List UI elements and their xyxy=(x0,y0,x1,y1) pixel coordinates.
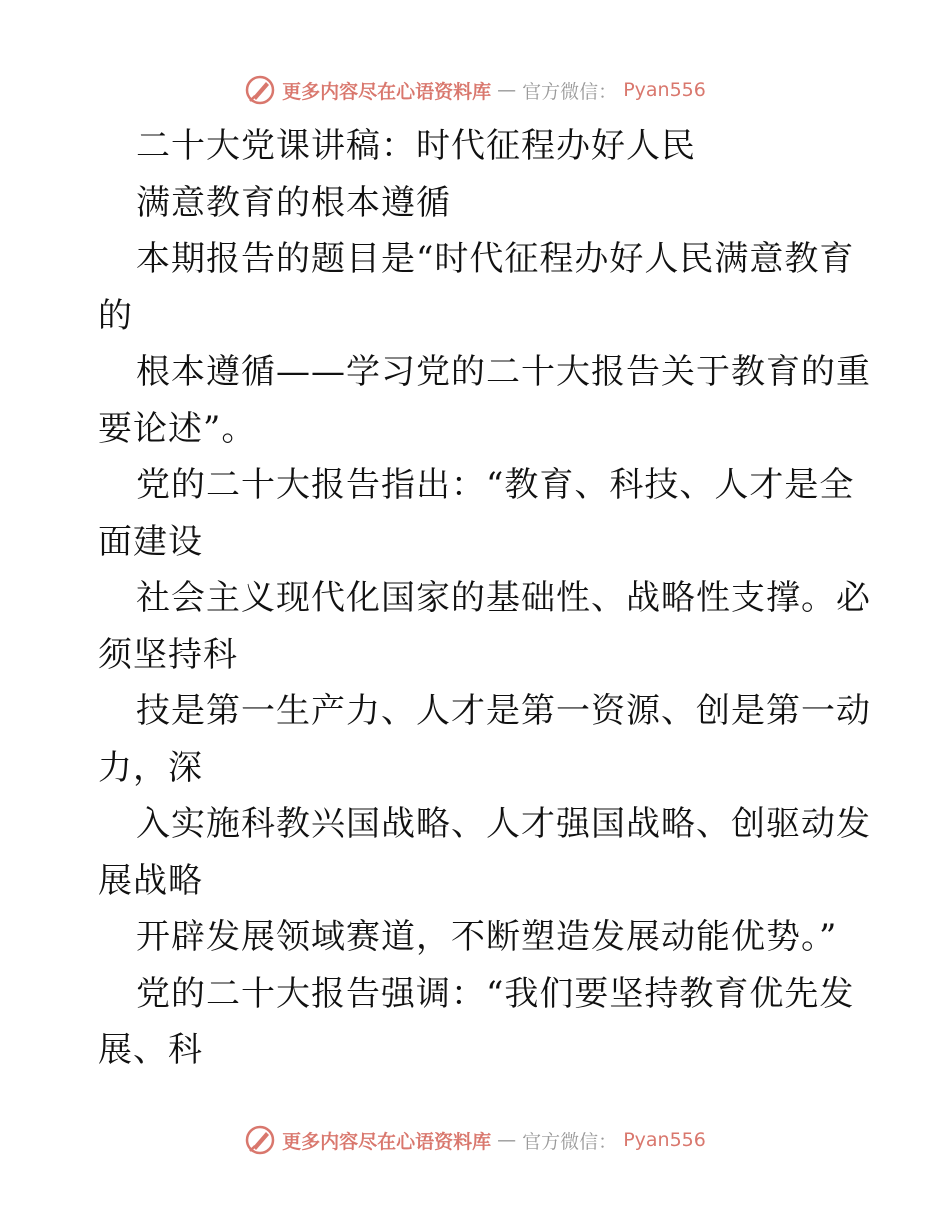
footer-watermark xyxy=(244,1124,706,1156)
body-line: 党的二十大报告指出：“教育、科技、人才是全 xyxy=(136,465,855,505)
body-line: 要论述”。 xyxy=(98,408,257,449)
body-line: 的 xyxy=(98,295,133,336)
body-line: 党的二十大报告强调：“我们要坚持教育优先发 xyxy=(136,973,855,1014)
header-watermark xyxy=(244,74,706,106)
body-line: 入实施科教兴国战略、人才强国战略、创驱动发 xyxy=(136,804,871,844)
header-brand-text: 更多内容尽在心语资料库 xyxy=(282,80,492,103)
body-line: 展、科 xyxy=(98,1030,203,1070)
body-line: 根本遵循——学习党的二十大报告关于教育的重 xyxy=(136,352,871,392)
body-line: 本期报告的题目是“时代征程办好人民满意教育 xyxy=(136,239,855,279)
footer-watermark-banner xyxy=(0,1120,950,1160)
header-contact-id: Pyan556 xyxy=(623,79,706,101)
footer-brand-text: 更多内容尽在心语资料库 xyxy=(282,1130,492,1153)
body-line: 面建设 xyxy=(98,521,203,562)
body-line: 二十大党课讲稿：时代征程办好人民 xyxy=(136,126,696,166)
body-line: 须坚持科 xyxy=(98,634,238,675)
footer-contact-id: Pyan556 xyxy=(623,1129,706,1151)
footer-contact-label: 官方微信： xyxy=(522,1130,618,1153)
body-line: 力，深 xyxy=(98,747,203,788)
header-contact-label: 官方微信： xyxy=(522,80,618,103)
header-separator: — xyxy=(497,79,517,101)
body-line: 社会主义现代化国家的基础性、战略性支撑。必 xyxy=(136,578,871,618)
footer-separator: — xyxy=(497,1129,517,1151)
quill-pen-logo-icon xyxy=(244,1124,276,1156)
body-line: 展战略 xyxy=(98,860,203,901)
document-body xyxy=(98,118,871,1079)
header-watermark-banner xyxy=(0,70,950,110)
body-line: 技是第一生产力、人才是第一资源、创是第一动 xyxy=(136,691,871,731)
body-line: 满意教育的根本遵循 xyxy=(136,182,451,223)
quill-pen-logo-icon xyxy=(244,74,276,106)
body-line: 开辟发展领域赛道，不断塑造发展动能优势。” xyxy=(136,917,838,957)
